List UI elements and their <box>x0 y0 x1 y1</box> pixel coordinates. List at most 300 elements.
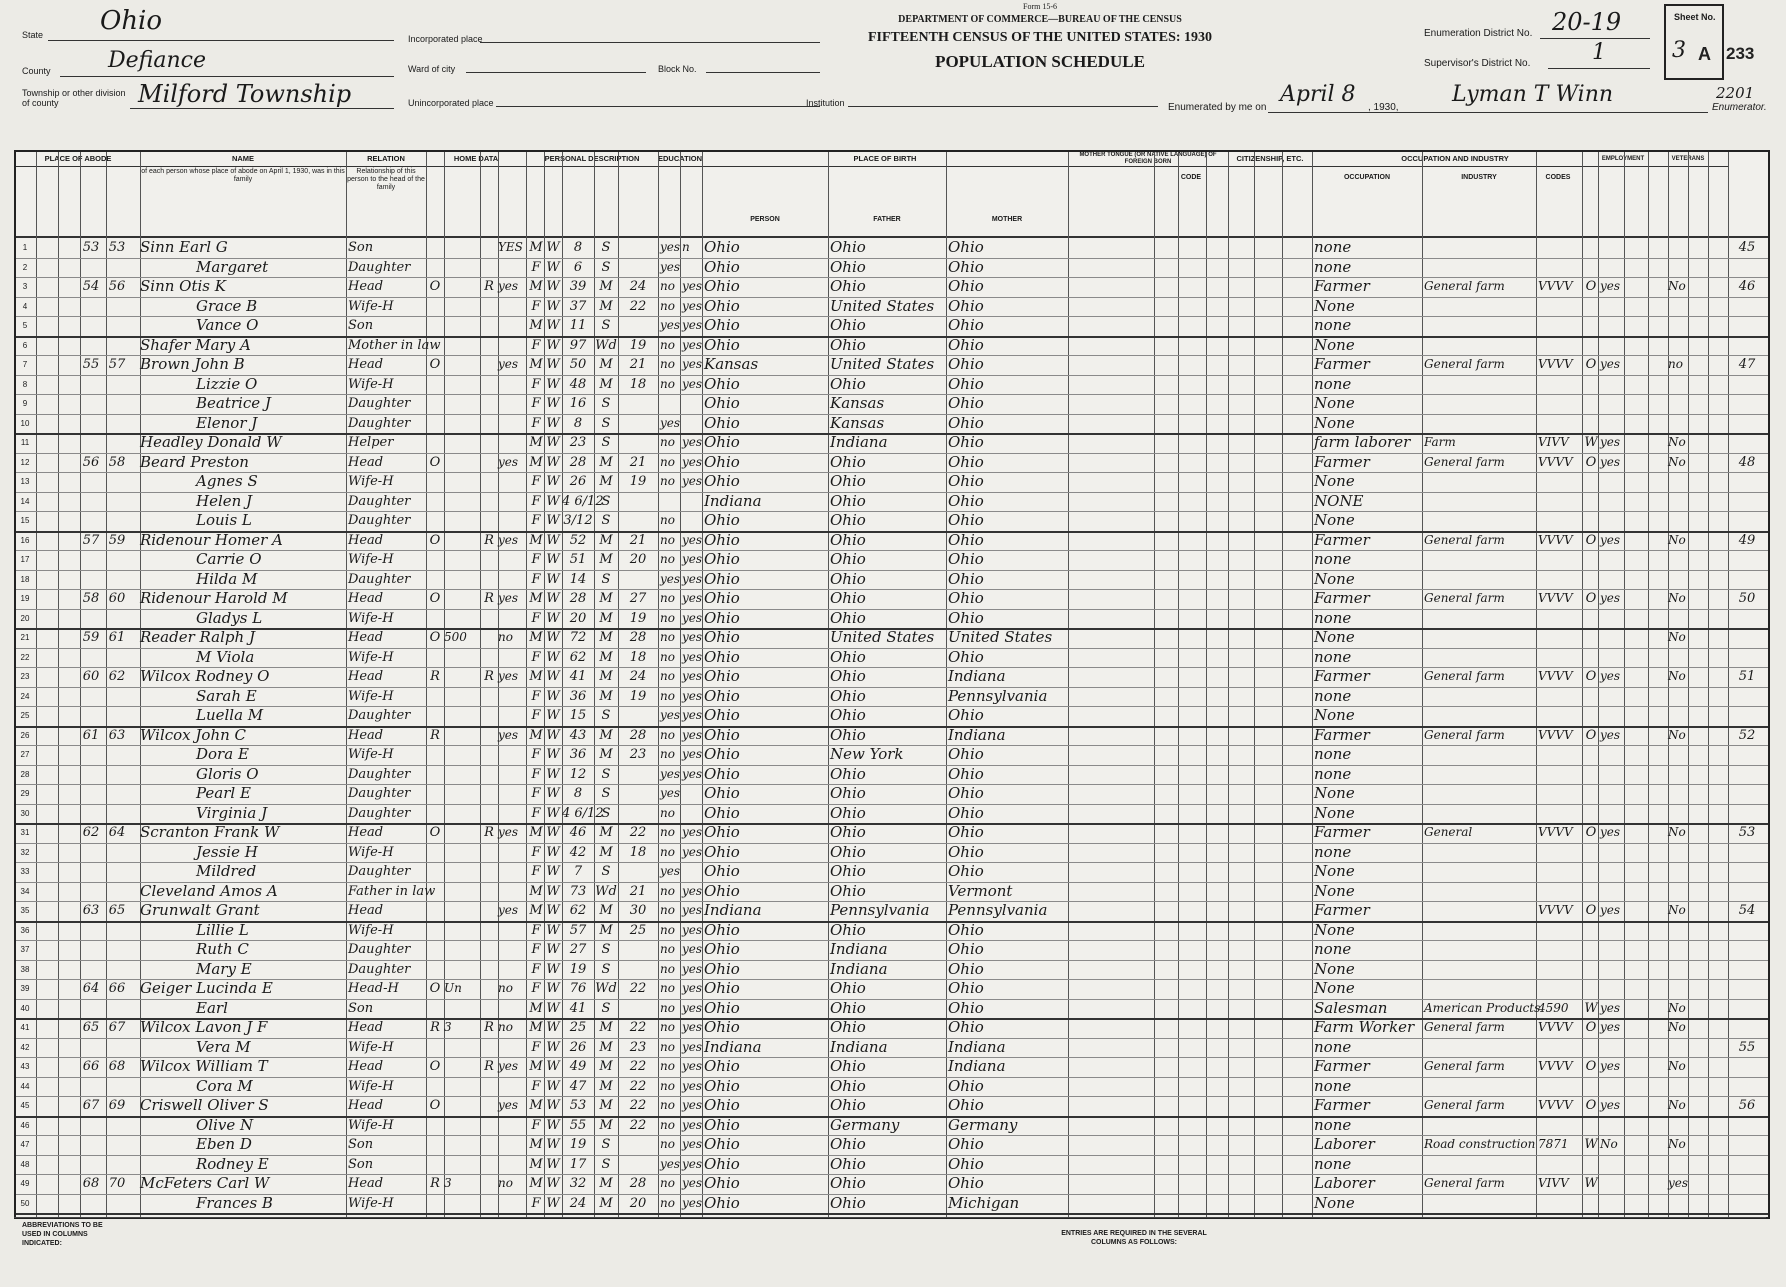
cell-cls <box>1584 882 1598 902</box>
cell-dw: 57 <box>82 532 100 548</box>
cell-bp: Ohio <box>704 511 740 529</box>
cell-code <box>1538 862 1582 882</box>
cell-val <box>444 648 480 668</box>
cell-agem: 20 <box>629 552 647 567</box>
cell-emp <box>1600 1038 1648 1058</box>
cell-occ: none <box>1314 316 1352 334</box>
line-number: 23 <box>20 672 30 681</box>
cell-sex: M <box>529 240 543 255</box>
cell-mbp: Ohio <box>948 784 984 802</box>
supervisor-label: Supervisor's District No. <box>1424 58 1531 69</box>
cell-ind <box>1424 940 1536 960</box>
cell-mbp: Ohio <box>948 472 984 490</box>
township-line <box>130 108 394 109</box>
cell-rel: Wife-H <box>348 552 394 567</box>
cell-farmsch <box>1728 550 1766 570</box>
ward-line <box>466 72 646 73</box>
cell-occ: Farmer <box>1314 1057 1370 1075</box>
cell-cls <box>1584 1194 1598 1214</box>
cell-bp: Ohio <box>704 1018 740 1036</box>
cell-code <box>1538 648 1582 668</box>
cell-mar: S <box>601 240 611 255</box>
cell-rel: Head <box>348 532 384 548</box>
cell-radio <box>480 765 498 785</box>
cell-code <box>1538 745 1582 765</box>
cell-sch: no <box>660 552 675 566</box>
cell-lit: yes <box>682 1059 703 1073</box>
cell-mar: S <box>601 942 611 957</box>
cell-farm: no <box>498 630 513 644</box>
cell-sch: no <box>660 1098 675 1112</box>
cell-sch: no <box>660 435 675 449</box>
cell-fam <box>106 804 128 824</box>
table-row <box>16 550 1768 571</box>
cell-agem: 22 <box>629 298 647 314</box>
cell-val: 500 <box>444 630 467 644</box>
cell-dw: 64 <box>82 981 100 996</box>
cell-fbp: Ohio <box>830 238 866 256</box>
cell-mar: M <box>599 1020 613 1035</box>
cell-race: W <box>546 1117 560 1133</box>
cell-sex: M <box>529 1000 543 1016</box>
cell-occ: none <box>1314 686 1352 705</box>
cell-farmsch <box>1728 1018 1766 1038</box>
cell-fbp: Ohio <box>830 569 866 588</box>
cell-radio <box>480 804 498 824</box>
cell-lit: yes <box>682 552 703 566</box>
cell-dw: 62 <box>82 825 100 840</box>
cell-farm: no <box>498 981 513 995</box>
line-number: 9 <box>22 399 28 408</box>
cell-rel: Daughter <box>348 961 411 977</box>
cell-code: VVVV <box>1538 1020 1573 1034</box>
cell-val <box>444 394 480 414</box>
cell-code: VVVV <box>1538 357 1573 371</box>
cell-name: Shafer Mary A <box>140 335 251 354</box>
line-number: 29 <box>20 789 30 798</box>
cell-farm <box>498 745 526 765</box>
line-number: 25 <box>20 711 30 720</box>
cell-bp: Ohio <box>704 550 740 568</box>
cell-ind <box>1424 862 1536 882</box>
cell-cls <box>1584 258 1598 278</box>
cell-ind <box>1424 297 1536 317</box>
cell-vet: No <box>1668 591 1686 605</box>
cell-cls <box>1584 804 1598 824</box>
cell-bp: Ohio <box>704 1154 740 1173</box>
cell-rel: Head <box>348 630 384 645</box>
cell-sch: yes <box>660 318 681 332</box>
cell-age: 26 <box>569 1039 587 1055</box>
cell-ind: General <box>1424 825 1473 839</box>
cell-race: W <box>546 883 560 899</box>
cell-val <box>444 745 480 765</box>
table-row <box>16 1174 1768 1195</box>
cell-agem: 28 <box>629 630 647 645</box>
group-personal: PERSONAL DESCRIPTION <box>526 152 659 167</box>
cell-age: 51 <box>569 552 587 567</box>
cell-sch: no <box>660 981 675 995</box>
cell-name: Eben D <box>196 1135 252 1153</box>
cell-own: R <box>430 1176 440 1191</box>
cell-occ: None <box>1314 511 1355 529</box>
cell-code: VVVV <box>1538 591 1573 605</box>
cell-own <box>426 1135 444 1155</box>
cell-mar: S <box>601 259 611 275</box>
cell-race: W <box>546 610 560 626</box>
cell-age: 57 <box>569 922 587 938</box>
enum-district-line <box>1540 38 1650 39</box>
cell-rel: Daughter <box>348 786 411 801</box>
group-employment: EMPLOYMENT <box>1598 152 1649 167</box>
cell-radio <box>480 453 498 473</box>
cell-own <box>426 609 444 629</box>
cell-emp: yes <box>1600 669 1621 683</box>
table-row <box>16 316 1768 338</box>
cell-dw <box>80 784 102 804</box>
cell-ind <box>1424 414 1536 434</box>
cell-dw <box>80 882 102 902</box>
table-row <box>16 375 1768 396</box>
cell-occ: Farmer <box>1314 277 1370 295</box>
cell-sex: M <box>529 1059 543 1074</box>
cell-val <box>444 316 480 336</box>
cell-ind: General farm <box>1424 357 1505 371</box>
cell-farm <box>498 1135 526 1155</box>
cell-dw <box>80 1077 102 1097</box>
cell-rel: Son <box>348 1156 374 1172</box>
cell-ind: Road construction <box>1424 1137 1536 1151</box>
cell-bp: Ohio <box>704 316 740 334</box>
cell-race: W <box>546 942 560 957</box>
cell-lit <box>682 804 702 824</box>
cell-age: 53 <box>569 1098 587 1113</box>
cell-age: 7 <box>573 864 583 879</box>
cell-dw: 65 <box>82 1020 100 1035</box>
enum-district-label: Enumeration District No. <box>1424 28 1533 39</box>
cell-farm <box>498 336 526 356</box>
cell-occ: None <box>1314 1193 1355 1212</box>
cell-sch: yes <box>660 708 681 722</box>
cell-fam <box>106 960 128 980</box>
cell-val <box>444 667 480 687</box>
cell-cls: W <box>1584 1176 1598 1191</box>
cell-cls <box>1584 1116 1598 1136</box>
cell-mbp: Ohio <box>948 1076 984 1095</box>
sheet-label: Sheet No. <box>1674 12 1716 22</box>
cell-mbp: Ohio <box>948 316 984 334</box>
cell-sch: no <box>660 1176 675 1190</box>
cell-code: 4590 <box>1538 1000 1569 1015</box>
cell-mar: M <box>599 610 613 626</box>
cell-fbp: Ohio <box>830 979 866 997</box>
cell-val <box>444 453 480 473</box>
cell-rel: Head <box>348 1176 384 1191</box>
cell-val <box>444 804 480 824</box>
cell-mar: M <box>599 298 613 314</box>
cell-fam <box>106 433 128 453</box>
cell-own <box>426 1155 444 1175</box>
cell-val <box>444 1057 480 1077</box>
cell-emp: yes <box>1600 1020 1621 1034</box>
cell-fbp: Ohio <box>830 1018 866 1036</box>
cell-radio <box>480 414 498 434</box>
cell-agem <box>618 1155 658 1175</box>
cell-occ: farm laborer <box>1314 433 1411 451</box>
state-label: State <box>22 30 44 40</box>
cell-bp: Ohio <box>704 920 740 939</box>
table-row <box>16 1096 1768 1118</box>
cell-vet <box>1668 940 1708 960</box>
cell-sex: F <box>531 396 541 411</box>
cell-emp <box>1600 804 1648 824</box>
cell-mar: M <box>599 1176 613 1191</box>
cell-code <box>1538 843 1582 863</box>
cell-fam <box>106 258 128 278</box>
cell-farm <box>498 433 526 453</box>
cell-farmsch: 54 <box>1738 903 1756 918</box>
cell-mar: M <box>599 727 613 743</box>
cell-agem <box>618 511 658 531</box>
cell-dw: 59 <box>82 630 100 645</box>
cell-cls <box>1584 492 1598 512</box>
cell-age: 6 <box>573 259 583 275</box>
cell-farm: yes <box>498 532 519 547</box>
cell-farmsch: 55 <box>1738 1039 1756 1055</box>
table-row <box>16 706 1768 728</box>
cell-mar: M <box>599 552 613 567</box>
cell-sex: M <box>529 1137 543 1152</box>
unincorporated-line <box>496 106 820 107</box>
cell-val <box>444 511 480 531</box>
cell-occ: none <box>1314 238 1352 256</box>
cell-mar: S <box>601 1137 611 1152</box>
cell-sch: no <box>660 1020 675 1034</box>
cell-race: W <box>546 279 560 294</box>
cell-name: Vera M <box>196 1037 251 1056</box>
cell-sex: F <box>531 376 541 392</box>
cell-race: W <box>546 1137 560 1152</box>
cell-fam: 70 <box>108 1176 126 1191</box>
cell-mar: M <box>599 747 613 762</box>
cell-fam <box>106 940 128 960</box>
cell-farmsch <box>1728 882 1766 902</box>
cell-farm <box>498 1194 526 1214</box>
cell-agem <box>618 765 658 785</box>
cell-vet: yes <box>1668 1176 1689 1190</box>
cell-dw <box>80 414 102 434</box>
cell-name: Ridenour Harold M <box>140 589 288 607</box>
cell-race: W <box>546 396 560 411</box>
cell-farm <box>498 784 526 804</box>
cell-mbp: Indiana <box>948 1057 1006 1075</box>
cell-sch: no <box>660 1195 675 1210</box>
cell-radio <box>480 862 498 882</box>
cell-name: Agnes S <box>196 472 258 490</box>
cell-name: Dora E <box>196 745 249 763</box>
cell-fam <box>106 414 128 434</box>
cell-dw: 66 <box>82 1059 100 1074</box>
cell-ind <box>1424 375 1536 395</box>
cell-agem: 27 <box>629 591 647 606</box>
cell-mar: S <box>601 786 611 801</box>
cell-emp <box>1600 960 1648 980</box>
cell-fbp: Ohio <box>830 491 866 510</box>
page-stamp: 233 <box>1726 44 1755 63</box>
cell-ind <box>1424 628 1536 648</box>
cell-rel: Wife-H <box>348 747 394 762</box>
cell-rel: Wife-H <box>348 1195 394 1211</box>
cell-ind <box>1424 804 1536 824</box>
cell-fam <box>106 336 128 356</box>
cell-val <box>444 550 480 570</box>
cell-code: VIVV <box>1538 435 1569 449</box>
table-row <box>16 1116 1768 1137</box>
cell-lit <box>682 492 702 512</box>
cell-dw <box>80 862 102 882</box>
cell-name: Mildred <box>196 862 257 880</box>
cell-occ: Farm Worker <box>1314 1018 1415 1036</box>
cell-cls <box>1584 394 1598 414</box>
cell-name: Pearl E <box>196 784 251 802</box>
cell-age: 41 <box>569 669 587 684</box>
cell-mbp: Ohio <box>948 745 984 763</box>
cell-vet <box>1668 609 1708 629</box>
cell-vet <box>1668 784 1708 804</box>
cell-rel: Wife-H <box>348 376 394 392</box>
cell-farm <box>498 843 526 863</box>
cell-fam <box>106 492 128 512</box>
cell-farmsch <box>1728 570 1766 590</box>
cell-sch: no <box>660 591 675 605</box>
cell-dw: 63 <box>82 903 100 918</box>
cell-mar: M <box>599 1195 613 1211</box>
cell-rel: Head <box>348 727 384 743</box>
cell-fbp: Ohio <box>830 1096 866 1114</box>
cell-fbp: Ohio <box>830 472 866 490</box>
cell-race: W <box>546 1098 560 1113</box>
cell-rel: Daughter <box>348 259 411 275</box>
cell-sch: no <box>660 903 675 917</box>
cell-emp <box>1600 550 1648 570</box>
cell-name: Earl <box>196 998 228 1017</box>
cell-race: W <box>546 435 560 450</box>
cell-occ: none <box>1314 647 1352 666</box>
cell-vet: No <box>1668 435 1686 449</box>
cell-fam <box>106 1194 128 1214</box>
county-line <box>60 76 394 77</box>
cell-cls <box>1584 687 1598 707</box>
cell-val <box>444 336 480 356</box>
cell-sch: no <box>660 1117 675 1132</box>
cell-vet <box>1668 862 1708 882</box>
cell-lit <box>682 511 702 531</box>
cell-radio: R <box>484 279 494 294</box>
cell-fbp: Ohio <box>830 374 866 393</box>
cell-vet: No <box>1668 1020 1686 1034</box>
cell-emp <box>1600 492 1648 512</box>
cell-farm <box>498 921 526 941</box>
cell-own: R <box>430 1020 440 1035</box>
cell-bp: Ohio <box>704 433 740 451</box>
cell-dw <box>80 1155 102 1175</box>
cell-lit <box>682 414 702 434</box>
cell-vet <box>1668 687 1708 707</box>
line-number: 7 <box>22 360 28 369</box>
cell-age: 72 <box>569 630 587 645</box>
cell-sch: no <box>660 883 675 898</box>
cell-sch: yes <box>660 766 681 781</box>
person-header: PERSON <box>750 216 780 223</box>
cell-cls <box>1584 316 1598 336</box>
cell-mbp: Ohio <box>948 823 984 841</box>
cell-name: Criswell Oliver S <box>140 1096 269 1114</box>
cell-emp <box>1600 238 1648 258</box>
cell-agem: 18 <box>629 376 647 392</box>
cell-race: W <box>546 415 560 431</box>
cell-code <box>1538 570 1582 590</box>
cell-sex: F <box>531 708 541 723</box>
cell-agem: 19 <box>629 688 647 704</box>
cell-fbp: Indiana <box>830 959 888 978</box>
cell-cls <box>1584 570 1598 590</box>
cell-emp <box>1600 979 1648 999</box>
cell-race: W <box>546 474 560 489</box>
block-label: Block No. <box>658 64 697 74</box>
cell-code <box>1538 492 1582 512</box>
cell-ind <box>1424 648 1536 668</box>
cell-sex: F <box>531 1117 541 1133</box>
name-desc: of each person whose place of abode on April 1, 1930, was in this family <box>141 168 345 183</box>
line-number: 44 <box>20 1081 30 1091</box>
cell-sex: F <box>531 259 541 275</box>
cell-lit <box>682 784 702 804</box>
cell-val <box>444 258 480 278</box>
cell-val <box>444 1155 480 1175</box>
cell-code <box>1538 979 1582 999</box>
cell-fbp: Ohio <box>830 647 866 666</box>
cell-emp <box>1600 628 1648 648</box>
cell-own: O <box>429 630 441 645</box>
cell-fam <box>106 862 128 882</box>
cell-ind <box>1424 765 1536 785</box>
line-number: 20 <box>20 613 30 623</box>
cell-own: O <box>429 357 441 372</box>
year-label: , 1930, <box>1368 102 1399 113</box>
cell-rel: Head <box>348 1020 384 1035</box>
cell-name: Cleveland Amos A <box>140 881 278 900</box>
cell-ind <box>1424 921 1536 941</box>
cell-mbp: Pennsylvania <box>948 686 1048 705</box>
cell-farm: yes <box>498 591 519 605</box>
cell-fbp: Indiana <box>830 940 888 958</box>
cell-ind: General farm <box>1424 1059 1505 1073</box>
cell-sex: M <box>529 1020 543 1035</box>
cell-occ: None <box>1314 569 1355 588</box>
line-number: 6 <box>22 340 28 350</box>
cell-lit: yes <box>682 454 703 469</box>
sheet-value: 3 <box>1672 38 1686 63</box>
cell-occ: Laborer <box>1314 1135 1375 1153</box>
cell-mar: M <box>599 903 613 918</box>
cell-age: 43 <box>569 727 587 743</box>
cell-code <box>1538 336 1582 356</box>
cell-val <box>444 1194 480 1214</box>
unincorporated-label: Unincorporated place <box>408 98 494 108</box>
table-row <box>16 355 1768 376</box>
cell-code: VVVV <box>1538 1098 1573 1112</box>
cell-own <box>426 570 444 590</box>
